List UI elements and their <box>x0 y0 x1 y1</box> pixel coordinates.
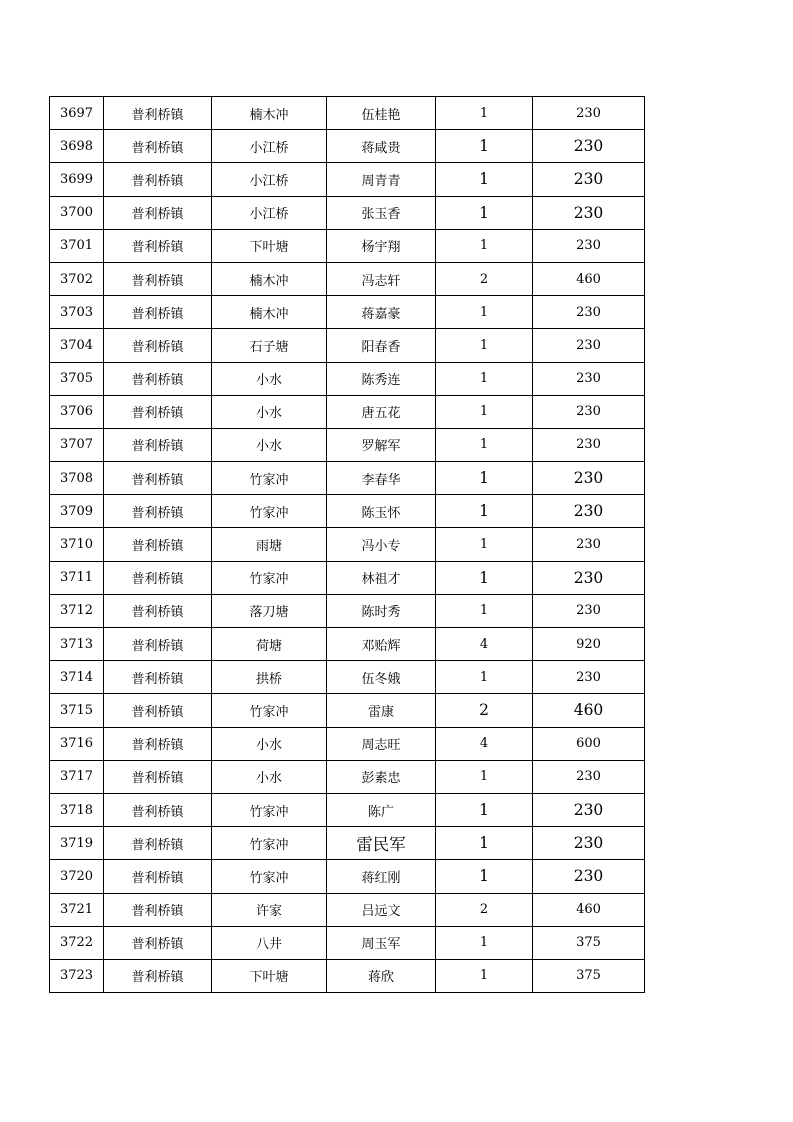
row-number-cell: 3720 <box>50 860 104 893</box>
town-cell: 普利桥镇 <box>104 760 212 793</box>
row-number-cell: 3710 <box>50 528 104 561</box>
amount-cell: 230 <box>533 661 645 694</box>
table-row <box>50 196 645 229</box>
town-cell: 普利桥镇 <box>104 893 212 926</box>
person-name-cell: 陈时秀 <box>327 594 436 627</box>
amount-cell: 460 <box>533 694 645 727</box>
row-number-cell: 3712 <box>50 594 104 627</box>
amount-cell: 230 <box>533 329 645 362</box>
village-cell: 小江桥 <box>212 163 327 196</box>
town-cell: 普利桥镇 <box>104 362 212 395</box>
village-cell: 石子塘 <box>212 329 327 362</box>
person-name-cell: 杨宇翔 <box>327 229 436 262</box>
row-number-cell: 3698 <box>50 130 104 163</box>
count-cell: 1 <box>436 97 533 130</box>
table-row <box>50 97 645 130</box>
table-row <box>50 760 645 793</box>
count-cell: 1 <box>436 827 533 860</box>
town-cell: 普利桥镇 <box>104 296 212 329</box>
amount-cell: 230 <box>533 561 645 594</box>
row-number-cell: 3702 <box>50 262 104 295</box>
town-cell: 普利桥镇 <box>104 528 212 561</box>
count-cell: 1 <box>436 229 533 262</box>
count-cell: 1 <box>436 926 533 959</box>
table-row <box>50 163 645 196</box>
count-cell: 1 <box>436 495 533 528</box>
town-cell: 普利桥镇 <box>104 262 212 295</box>
amount-cell: 230 <box>533 793 645 826</box>
count-cell: 2 <box>436 262 533 295</box>
person-name-cell: 吕远文 <box>327 893 436 926</box>
row-number-cell: 3715 <box>50 694 104 727</box>
count-cell: 1 <box>436 959 533 992</box>
table-row <box>50 793 645 826</box>
town-cell: 普利桥镇 <box>104 661 212 694</box>
table-row <box>50 329 645 362</box>
village-cell: 小水 <box>212 727 327 760</box>
village-cell: 小江桥 <box>212 130 327 163</box>
table-row <box>50 661 645 694</box>
table-row <box>50 727 645 760</box>
person-name-cell: 李春华 <box>327 462 436 495</box>
row-number-cell: 3697 <box>50 97 104 130</box>
person-name-cell: 邓贻辉 <box>327 628 436 661</box>
amount-cell: 230 <box>533 594 645 627</box>
village-cell: 楠木冲 <box>212 262 327 295</box>
count-cell: 1 <box>436 793 533 826</box>
count-cell: 1 <box>436 594 533 627</box>
village-cell: 楠木冲 <box>212 296 327 329</box>
village-cell: 八井 <box>212 926 327 959</box>
table-row <box>50 262 645 295</box>
town-cell: 普利桥镇 <box>104 959 212 992</box>
village-cell: 小水 <box>212 362 327 395</box>
amount-cell: 230 <box>533 97 645 130</box>
town-cell: 普利桥镇 <box>104 860 212 893</box>
count-cell: 1 <box>436 428 533 461</box>
town-cell: 普利桥镇 <box>104 561 212 594</box>
row-number-cell: 3699 <box>50 163 104 196</box>
count-cell: 1 <box>436 561 533 594</box>
count-cell: 1 <box>436 395 533 428</box>
amount-cell: 230 <box>533 229 645 262</box>
table-row <box>50 428 645 461</box>
table-row <box>50 528 645 561</box>
village-cell: 雨塘 <box>212 528 327 561</box>
table-row <box>50 827 645 860</box>
row-number-cell: 3713 <box>50 628 104 661</box>
row-number-cell: 3722 <box>50 926 104 959</box>
amount-cell: 600 <box>533 727 645 760</box>
village-cell: 竹家冲 <box>212 827 327 860</box>
person-name-cell: 蒋欣 <box>327 959 436 992</box>
town-cell: 普利桥镇 <box>104 793 212 826</box>
amount-cell: 375 <box>533 959 645 992</box>
person-name-cell: 蒋红刚 <box>327 860 436 893</box>
village-cell: 小水 <box>212 428 327 461</box>
count-cell: 1 <box>436 362 533 395</box>
village-cell: 小水 <box>212 395 327 428</box>
person-name-cell: 雷康 <box>327 694 436 727</box>
village-cell: 拱桥 <box>212 661 327 694</box>
count-cell: 4 <box>436 628 533 661</box>
town-cell: 普利桥镇 <box>104 462 212 495</box>
row-number-cell: 3709 <box>50 495 104 528</box>
person-name-cell: 周志旺 <box>327 727 436 760</box>
person-name-cell: 伍桂艳 <box>327 97 436 130</box>
person-name-cell: 林祖才 <box>327 561 436 594</box>
count-cell: 1 <box>436 661 533 694</box>
town-cell: 普利桥镇 <box>104 628 212 661</box>
person-name-cell: 唐五花 <box>327 395 436 428</box>
town-cell: 普利桥镇 <box>104 827 212 860</box>
town-cell: 普利桥镇 <box>104 130 212 163</box>
village-cell: 竹家冲 <box>212 561 327 594</box>
count-cell: 1 <box>436 860 533 893</box>
amount-cell: 230 <box>533 428 645 461</box>
row-number-cell: 3719 <box>50 827 104 860</box>
row-number-cell: 3718 <box>50 793 104 826</box>
row-number-cell: 3711 <box>50 561 104 594</box>
village-cell: 小江桥 <box>212 196 327 229</box>
person-name-cell: 彭素忠 <box>327 760 436 793</box>
village-cell: 竹家冲 <box>212 462 327 495</box>
town-cell: 普利桥镇 <box>104 329 212 362</box>
amount-cell: 230 <box>533 296 645 329</box>
village-cell: 荷塘 <box>212 628 327 661</box>
count-cell: 4 <box>436 727 533 760</box>
village-cell: 竹家冲 <box>212 694 327 727</box>
person-name-cell: 陈广 <box>327 793 436 826</box>
amount-cell: 230 <box>533 462 645 495</box>
person-name-cell: 张玉香 <box>327 196 436 229</box>
table-row <box>50 959 645 992</box>
row-number-cell: 3703 <box>50 296 104 329</box>
village-cell: 小水 <box>212 760 327 793</box>
amount-cell: 460 <box>533 262 645 295</box>
town-cell: 普利桥镇 <box>104 495 212 528</box>
count-cell: 1 <box>436 329 533 362</box>
amount-cell: 230 <box>533 528 645 561</box>
person-name-cell: 陈秀连 <box>327 362 436 395</box>
person-name-cell: 阳春香 <box>327 329 436 362</box>
amount-cell: 460 <box>533 893 645 926</box>
table-row <box>50 495 645 528</box>
amount-cell: 230 <box>533 163 645 196</box>
table-row <box>50 229 645 262</box>
person-name-cell: 蒋咸贵 <box>327 130 436 163</box>
row-number-cell: 3701 <box>50 229 104 262</box>
town-cell: 普利桥镇 <box>104 196 212 229</box>
table-row <box>50 694 645 727</box>
count-cell: 1 <box>436 130 533 163</box>
count-cell: 1 <box>436 528 533 561</box>
table-row <box>50 860 645 893</box>
table-row <box>50 362 645 395</box>
person-name-cell: 伍冬娥 <box>327 661 436 694</box>
row-number-cell: 3714 <box>50 661 104 694</box>
village-cell: 下叶塘 <box>212 229 327 262</box>
village-cell: 竹家冲 <box>212 495 327 528</box>
person-name-cell: 蒋嘉豪 <box>327 296 436 329</box>
count-cell: 1 <box>436 296 533 329</box>
row-number-cell: 3705 <box>50 362 104 395</box>
table-row <box>50 926 645 959</box>
town-cell: 普利桥镇 <box>104 594 212 627</box>
table-row <box>50 594 645 627</box>
count-cell: 1 <box>436 196 533 229</box>
count-cell: 2 <box>436 694 533 727</box>
amount-cell: 230 <box>533 827 645 860</box>
town-cell: 普利桥镇 <box>104 428 212 461</box>
person-name-cell: 冯志轩 <box>327 262 436 295</box>
row-number-cell: 3707 <box>50 428 104 461</box>
person-name-cell: 陈玉怀 <box>327 495 436 528</box>
amount-cell: 920 <box>533 628 645 661</box>
person-name-cell: 罗解军 <box>327 428 436 461</box>
table-row <box>50 462 645 495</box>
town-cell: 普利桥镇 <box>104 163 212 196</box>
town-cell: 普利桥镇 <box>104 395 212 428</box>
village-cell: 楠木冲 <box>212 97 327 130</box>
town-cell: 普利桥镇 <box>104 727 212 760</box>
person-name-cell: 周青青 <box>327 163 436 196</box>
row-number-cell: 3706 <box>50 395 104 428</box>
amount-cell: 230 <box>533 495 645 528</box>
count-cell: 1 <box>436 462 533 495</box>
table-row <box>50 296 645 329</box>
town-cell: 普利桥镇 <box>104 926 212 959</box>
village-cell: 竹家冲 <box>212 793 327 826</box>
person-name-cell: 周玉军 <box>327 926 436 959</box>
table-row <box>50 561 645 594</box>
amount-cell: 230 <box>533 196 645 229</box>
count-cell: 1 <box>436 163 533 196</box>
village-cell: 竹家冲 <box>212 860 327 893</box>
person-name-cell: 冯小专 <box>327 528 436 561</box>
count-cell: 1 <box>436 760 533 793</box>
amount-cell: 230 <box>533 760 645 793</box>
row-number-cell: 3708 <box>50 462 104 495</box>
town-cell: 普利桥镇 <box>104 229 212 262</box>
person-name-cell: 雷民军 <box>327 827 436 860</box>
data-table <box>49 96 645 993</box>
village-cell: 许家 <box>212 893 327 926</box>
row-number-cell: 3716 <box>50 727 104 760</box>
row-number-cell: 3704 <box>50 329 104 362</box>
amount-cell: 375 <box>533 926 645 959</box>
row-number-cell: 3721 <box>50 893 104 926</box>
table-row <box>50 893 645 926</box>
amount-cell: 230 <box>533 362 645 395</box>
table-body <box>50 97 645 993</box>
table-row <box>50 628 645 661</box>
table-row <box>50 130 645 163</box>
row-number-cell: 3717 <box>50 760 104 793</box>
count-cell: 2 <box>436 893 533 926</box>
amount-cell: 230 <box>533 860 645 893</box>
row-number-cell: 3700 <box>50 196 104 229</box>
town-cell: 普利桥镇 <box>104 694 212 727</box>
table-row <box>50 395 645 428</box>
village-cell: 下叶塘 <box>212 959 327 992</box>
town-cell: 普利桥镇 <box>104 97 212 130</box>
village-cell: 落刀塘 <box>212 594 327 627</box>
row-number-cell: 3723 <box>50 959 104 992</box>
amount-cell: 230 <box>533 130 645 163</box>
amount-cell: 230 <box>533 395 645 428</box>
